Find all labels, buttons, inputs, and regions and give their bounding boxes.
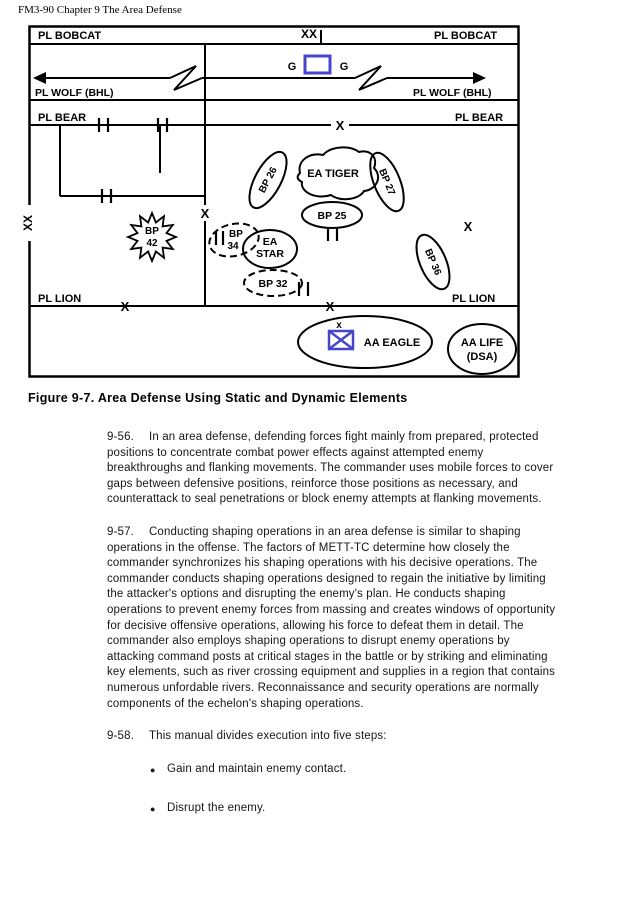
- bhl-arrow-right-icon: [473, 72, 486, 84]
- figure-caption: Figure 9-7. Area Defense Using Static and Dynamic Elements: [28, 391, 408, 405]
- paragraph-text: This manual divides execution into five steps:: [148, 730, 387, 743]
- boundary-x-marks: [116, 117, 473, 314]
- list-item-text: Gain and maintain enemy contact.: [167, 762, 347, 775]
- echelon-x-mark: X: [463, 219, 473, 234]
- bp-27-label: BP 27: [376, 167, 397, 198]
- list-item-text: Disrupt the enemy.: [167, 802, 266, 815]
- pl-bobcat-label-left: PL BOBCAT: [38, 30, 102, 42]
- list-item: [107, 762, 559, 778]
- ea-star-label-line2: STAR: [256, 248, 284, 260]
- pl-bear-label-right: PL BEAR: [455, 112, 504, 124]
- echelon-x-mark: X: [335, 118, 345, 133]
- paragraph-number: 9-57.: [107, 525, 134, 538]
- guard-label-right: G: [339, 61, 349, 73]
- bp-32-label: BP 32: [258, 278, 288, 290]
- line-break-symbol-right: [355, 66, 387, 90]
- bp-36-label: BP 36: [422, 247, 443, 278]
- flank-xx-label: XX: [21, 214, 35, 232]
- bp-42-label-line2: 42: [146, 238, 158, 249]
- guard-label-left: G: [287, 61, 297, 73]
- bp-42-label-line1: BP: [145, 226, 159, 237]
- corps-boundary-xx-label: XX: [300, 27, 317, 41]
- pl-lion-label-left: PL LION: [38, 293, 82, 305]
- figure-9-7-diagram: [21, 25, 520, 378]
- aa-life-label-line1: AA LIFE: [460, 337, 504, 349]
- paragraph-9-57: [107, 525, 559, 712]
- ea-tiger-label: EA TIGER: [307, 168, 359, 180]
- echelon-x-mark: X: [200, 206, 210, 221]
- list-item: [107, 801, 559, 817]
- bullet-icon: ●: [150, 764, 156, 775]
- friendly-unit-frame-icon: [305, 56, 330, 73]
- paragraph-number: 9-56.: [107, 431, 134, 443]
- bp-25-label: BP 25: [317, 210, 347, 222]
- paragraph-9-58: [107, 729, 559, 745]
- bullet-icon: ●: [150, 804, 156, 815]
- paragraph-text: Conducting shaping operations in an area defense is similar to shaping operations in the offense. The factors of METT-TC determine how closely the commander synchronizes his shaping operations with his decisive operations. The commander conducts shaping operations designed to regain the initiative by limiting the attacker's options and disrupting the enemy's plan. He conducts shaping operations to prevent enemy forces from massing and creates windows of opportunity for decisive offensive operations, allowing his force to defeat them in detail. The commander also employs shaping operations to disrupt enemy operations by attacking command posts at critical stages in the battle or by striking and eliminating key elements, such as river crossing equipment and supplies in a region that contains numerous unfordable rivers. Reconnaissance and security operations are normally components of the echelon's shaping operations.: [107, 525, 556, 710]
- echelon-x-mark: X: [325, 299, 335, 314]
- unit-echelon-x-label: x: [336, 320, 342, 331]
- pl-bear-label-left: PL BEAR: [38, 112, 87, 124]
- pl-bobcat-label-right: PL BOBCAT: [434, 30, 498, 42]
- bp-34-label-line1: BP: [229, 229, 243, 240]
- aa-life-label-line2: (DSA): [466, 351, 498, 363]
- paragraph-9-56: [107, 430, 559, 508]
- bp-42-strongpoint-icon: [128, 213, 176, 261]
- area-defense-map: [21, 25, 520, 378]
- pl-wolf-label-right: PL WOLF (BHL): [413, 87, 492, 99]
- execution-steps-list: [107, 762, 559, 817]
- document-header: FM3-90 Chapter 9 The Area Defense: [18, 4, 182, 16]
- aa-eagle-label: AA EAGLE: [363, 337, 421, 349]
- body-text: [107, 430, 559, 841]
- friendly-infantry-unit-icon: [329, 331, 353, 349]
- bp-26-label: BP 26: [257, 165, 280, 196]
- line-break-symbol-left: [170, 66, 202, 90]
- ea-star-label-line1: EA: [262, 236, 278, 248]
- battalion-echelon-marks: [99, 118, 337, 296]
- bp-34-planned-position: [206, 219, 262, 261]
- pl-lion-label-right: PL LION: [452, 293, 496, 305]
- paragraph-number: 9-58.: [107, 730, 134, 743]
- pl-wolf-label-left: PL WOLF (BHL): [35, 87, 114, 99]
- paragraph-text: In an area defense, defending forces fight mainly from prepared, protected positions to concentrate combat power effects against attempted enemy breakthroughs and flanking movements. The commander uses mobile forces to cover gaps between defensive positions, reinforce those positions as necessary, and counterattack to seal penetrations or block enemy attempts at flanking movements.: [107, 431, 554, 506]
- echelon-x-mark: X: [120, 299, 130, 314]
- aa-life-area: [448, 324, 516, 374]
- bp-34-label-line2: 34: [227, 241, 239, 252]
